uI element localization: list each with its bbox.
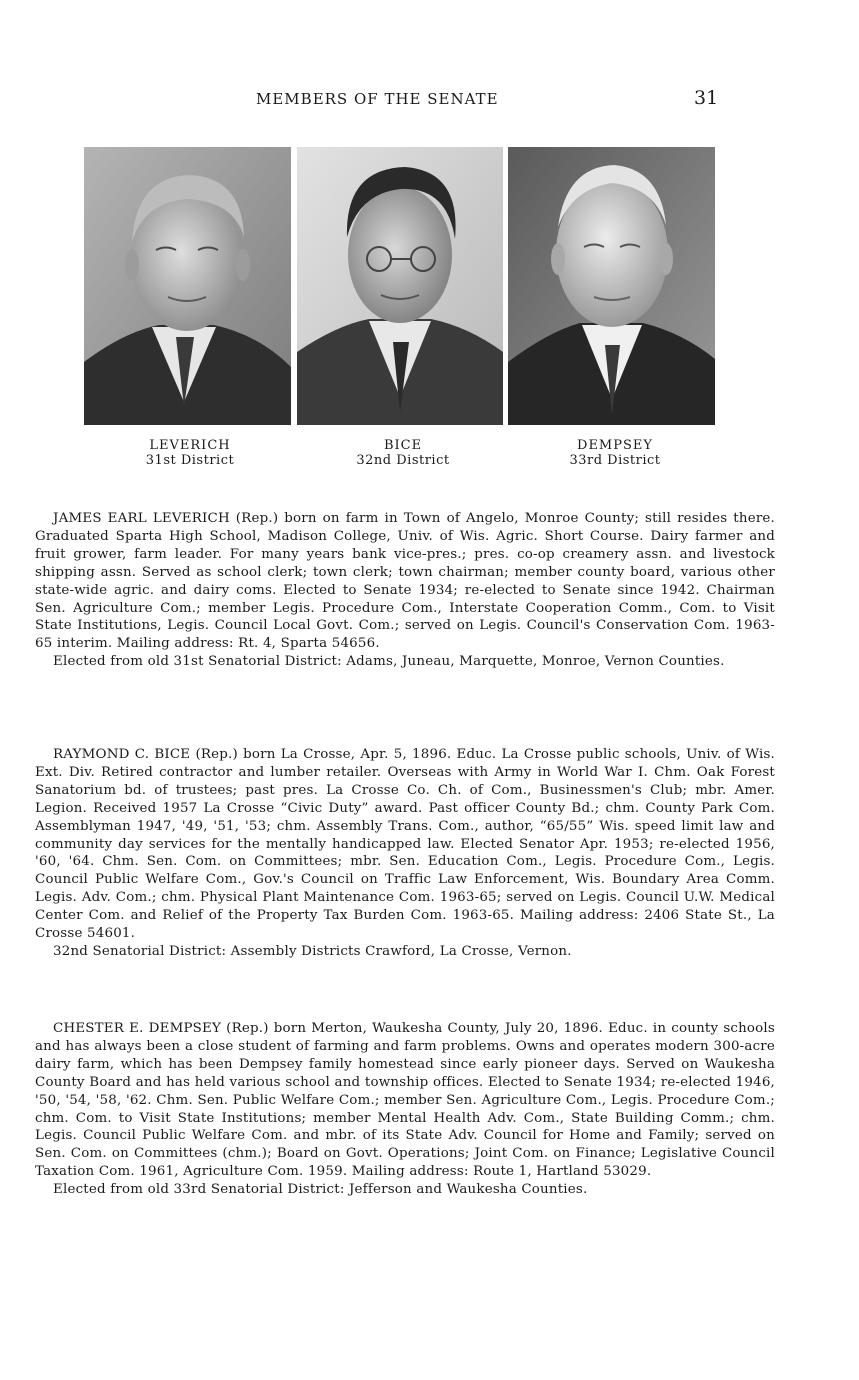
caption-surname: LEVERICH <box>149 438 231 453</box>
page-title: MEMBERS OF THE SENATE <box>256 90 499 108</box>
caption-surname: BICE <box>383 438 423 453</box>
caption-dempsey <box>535 438 695 468</box>
portrait-photo-leverich <box>84 147 291 425</box>
biography-bice <box>35 746 775 961</box>
district-note: Elected from old 31st Senatorial District: Adams, Juneau, Marquette, Monroe, Vernon Counties. <box>53 654 725 670</box>
caption-leverich <box>110 438 270 468</box>
biography-text: RAYMOND C. BICE (Rep.) born La Crosse, Apr. 5, 1896. Educ. La Crosse public schools, Univ. of Wis. Ext. Div. Retired contractor and lumber retailer. Overseas with Army in World War I. Chm. Oak Forest Sanatorium bd. of trustees; past pres. La Crosse Co. Ch. of Com., Businessmen's Club; mbr. Amer. Legion. Received 1957 La Crosse “Civic Duty” award. Past officer County Bd.; chm. County Park Com. Assemblyman 1947, '49, '51, '53; chm. Assembly Trans. Com., author, “65/55” Wis. speed limit law and community day services for the mentally handicapped law. Elected Senator Apr. 1953; re-elected 1956, '60, '64. Chm. Sen. Com. on Committees; mbr. Sen. Education Com., Legis. Procedure Com., Legis. Council Public Welfare Com., Gov.'s Council on Traffic Law Enforcement, Wis. Boundary Area Comm. Legis. Adv. Com.; chm. Physical Plant Maintenance Com. 1963-65; served on Legis. Council U.W. Medical Center Com. and Relief of the Property Tax Burden Com. 1963-65. Mailing address: 2406 State St., La Crosse 54601. <box>35 747 775 942</box>
caption-district: 31st District <box>145 453 235 468</box>
biography-text: CHESTER E. DEMPSEY (Rep.) born Merton, Waukesha County, July 20, 1896. Educ. in county schools and has always been a close student of farming and farm problems. Owns and operates modern 300-acre dairy farm, which has been Dempsey family homestead since early pioneer days. Served on Waukesha County Board and has held various school and township offices. Elected to Senate 1934; re-elected 1946, '50, '54, '58, '62. Chm. Sen. Public Welfare Com.; member Sen. Agriculture Com., Legis. Procedure Com.; chm. Com. to Visit State Institutions; member Mental Health Adv. Com., State Building Comm.; chm. Legis. Council Public Welfare Com. and mbr. of its State Adv. Council for Home and Family; served on Sen. Com. on Committees (chm.); Board on Govt. Operations; Joint Com. on Finance; Legislative Council Taxation Com. 1961, Agriculture Com. 1959. Mailing address: Route 1, Hartland 53029. <box>35 1021 775 1180</box>
portrait-photo-bice <box>297 147 503 425</box>
biography-dempsey <box>35 1020 775 1199</box>
biography-text: JAMES EARL LEVERICH (Rep.) born on farm in Town of Angelo, Monroe County; still resides there. Graduated Sparta High School, Madison College, Univ. of Wis. Agric. Short Course. Dairy farmer and fruit grower, farm leader. For many years bank vice-pres.; pres. co-op creamery assn. and livestock shipping assn. Served as school clerk; town clerk; town chairman; member county board, various other state-wide agric. and dairy coms. Elected to Senate 1934; re-elected to Senate since 1942. Chairman Sen. Agriculture Com.; member Legis. Procedure Com., Interstate Cooperation Comm., Com. to Visit State Institutions, Legis. Council Local Govt. Com.; served on Legis. Council's Conservation Com. 1963-65 interim. Mailing address: Rt. 4, Sparta 54656. <box>35 511 775 652</box>
caption-surname: DEMPSEY <box>577 438 653 453</box>
caption-district: 33rd District <box>569 453 661 468</box>
page-header <box>0 87 859 114</box>
biography-leverich <box>35 510 775 671</box>
caption-bice <box>323 438 483 468</box>
district-note: Elected from old 33rd Senatorial District: Jefferson and Waukesha Counties. <box>53 1182 588 1198</box>
page-number: 31 <box>694 87 719 109</box>
district-note: 32nd Senatorial District: Assembly Districts Crawford, La Crosse, Vernon. <box>53 943 572 959</box>
caption-district: 32nd District <box>356 453 450 468</box>
portrait-photo-dempsey <box>508 147 715 425</box>
